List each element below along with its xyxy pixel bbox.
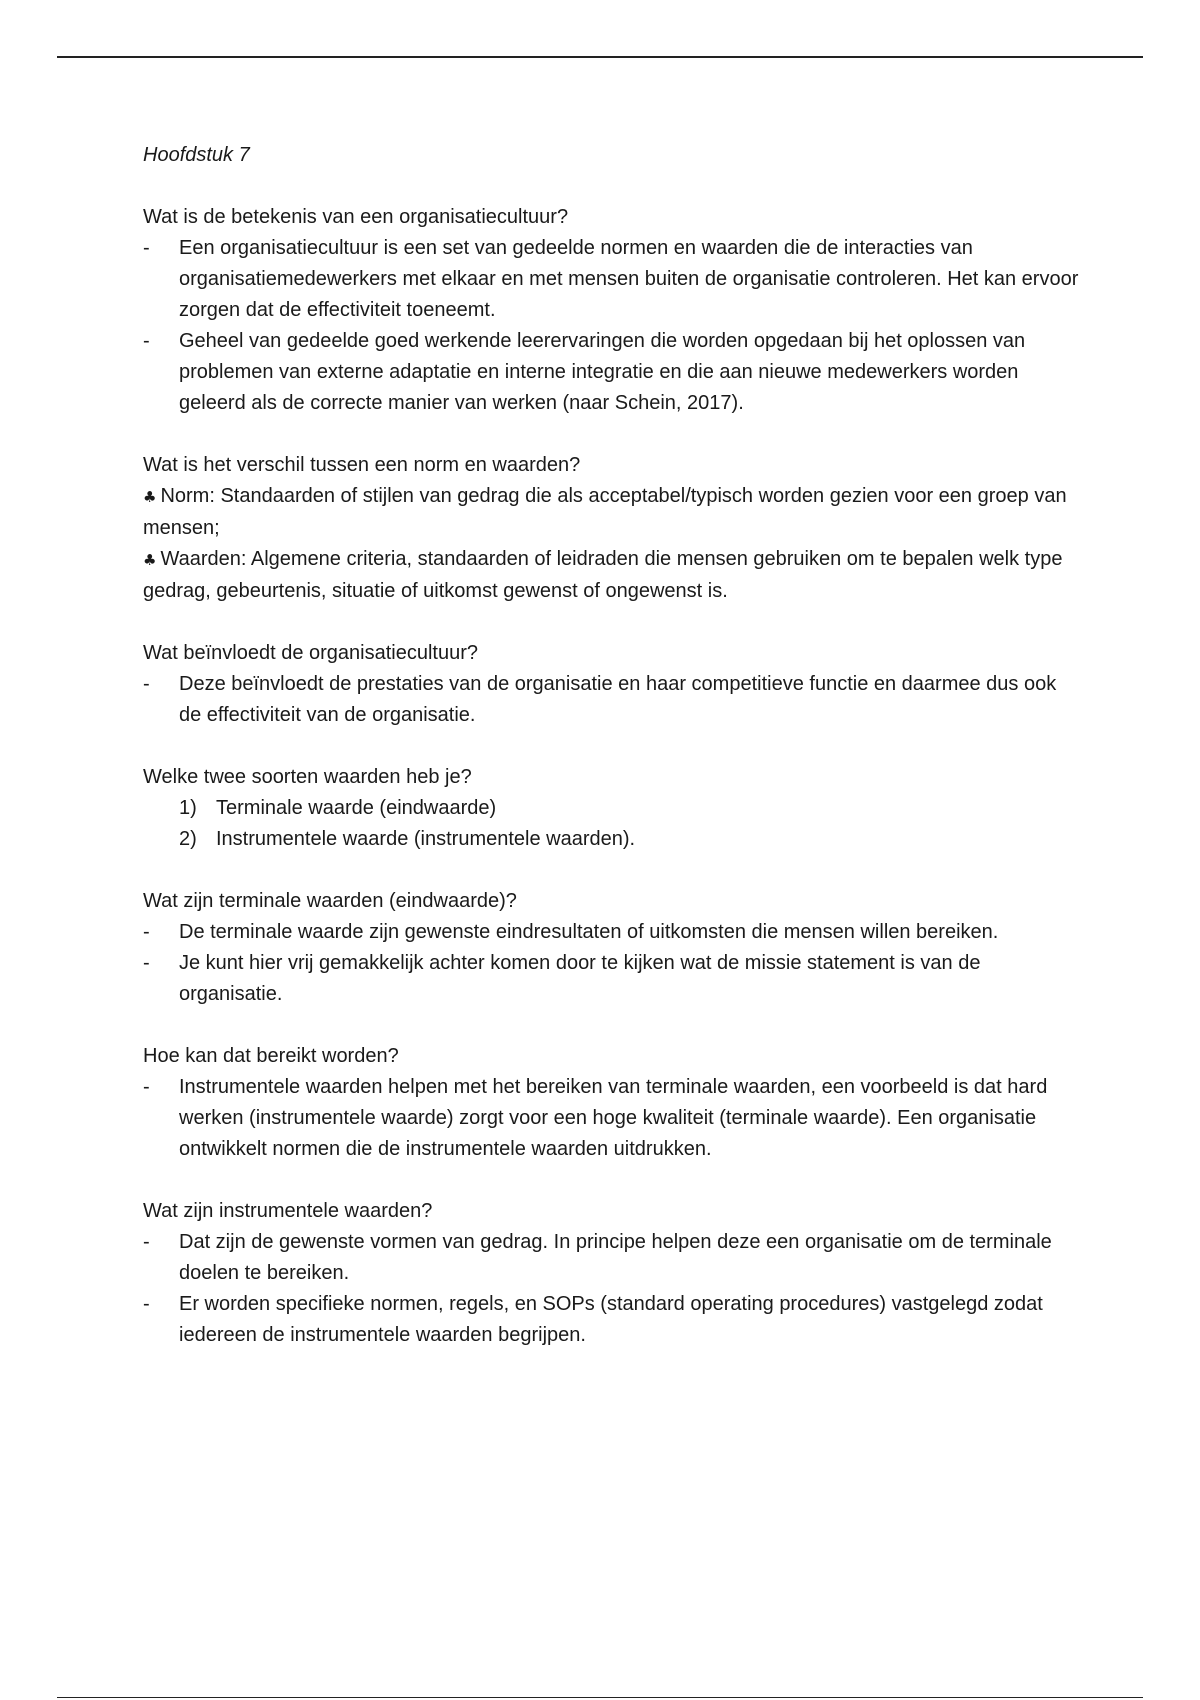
- section-norm-vs-values: [143, 450, 1083, 607]
- bullet-item: - Een organisatiecultuur is een set van gedeelde normen en waarden die de interacties van organisatiemedewerkers met elkaar en met mensen buiten de organisatie controleren. Het kan ervoor zorgen dat de effectiviteit toeneemt.: [143, 237, 1079, 321]
- club-item: ♣ Waarden: Algemene criteria, standaarden of leidraden die mensen gebruiken om te bepalen welk type gedrag, gebeurtenis, situatie of uitkomst gewenst of ongewenst is.: [143, 548, 1063, 602]
- bullet-item: - Je kunt hier vrij gemakkelijk achter komen door te kijken wat de missie statement is van de organisatie.: [143, 952, 981, 1005]
- bullet-item: - Er worden specifieke normen, regels, en SOPs (standard operating procedures) vastgelegd zodat iedereen de instrumentele waarden begrijpen.: [143, 1293, 1043, 1346]
- question: Wat is de betekenis van een organisatiecultuur?: [143, 206, 569, 228]
- bullet-item: - Dat zijn de gewenste vormen van gedrag. In principe helpen deze een organisatie om de terminale doelen te bereiken.: [143, 1231, 1052, 1284]
- numbered-item: 2) Instrumentele waarde (instrumentele waarden).: [179, 828, 636, 850]
- club-item: ♣ Norm: Standaarden of stijlen van gedrag die als acceptabel/typisch worden gezien voor een groep van mensen;: [143, 485, 1067, 539]
- question: Wat zijn instrumentele waarden?: [143, 1200, 433, 1222]
- question: Welke twee soorten waarden heb je?: [143, 766, 472, 788]
- bullet-list: [143, 233, 1083, 419]
- section-two-types: [143, 762, 1083, 855]
- bottom-rule: [57, 1697, 1143, 1698]
- bullet-item: - Deze beïnvloedt de prestaties van de organisatie en haar competitieve functie en daarmee dus ook de effectiviteit van de organisatie.: [143, 673, 1057, 726]
- question: Wat zijn terminale waarden (eindwaarde)?: [143, 890, 517, 912]
- bullet-list: [143, 1227, 1083, 1351]
- document-page: [143, 140, 1083, 1382]
- bullet-list: [143, 1072, 1083, 1165]
- section-meaning: [143, 202, 1083, 419]
- section-influence: [143, 638, 1083, 731]
- bullet-item: - Geheel van gedeelde goed werkende leerervaringen die worden opgedaan bij het oplossen van problemen van externe adaptatie en interne integratie en die aan nieuwe medewerkers worden geleerd als de correcte manier van werken (naar Schein, 2017).: [143, 330, 1026, 414]
- club-icon: ♣: [143, 488, 157, 506]
- club-icon: ♣: [143, 551, 157, 569]
- section-how-achieved: [143, 1041, 1083, 1165]
- numbered-item: 1) Terminale waarde (eindwaarde): [179, 797, 497, 819]
- section-instrumental-values: [143, 1196, 1083, 1351]
- top-rule: [57, 56, 1143, 58]
- bullet-list: [143, 669, 1083, 731]
- chapter-title: Hoofdstuk 7: [143, 144, 250, 166]
- question: Wat is het verschil tussen een norm en waarden?: [143, 454, 581, 476]
- bullet-item: - Instrumentele waarden helpen met het bereiken van terminale waarden, een voorbeeld is dat hard werken (instrumentele waarde) zorgt voor een hoge kwaliteit (terminale waarde). Een organisatie ontwikkelt normen die de instrumentele waarden uitdrukken.: [143, 1076, 1048, 1160]
- question: Wat beïnvloedt de organisatiecultuur?: [143, 642, 479, 664]
- numbered-list: [143, 793, 1083, 855]
- bullet-item: - De terminale waarde zijn gewenste eindresultaten of uitkomsten die mensen willen bereiken.: [143, 921, 999, 943]
- bullet-list: [143, 917, 1083, 1010]
- question: Hoe kan dat bereikt worden?: [143, 1045, 399, 1067]
- section-terminal-values: [143, 886, 1083, 1010]
